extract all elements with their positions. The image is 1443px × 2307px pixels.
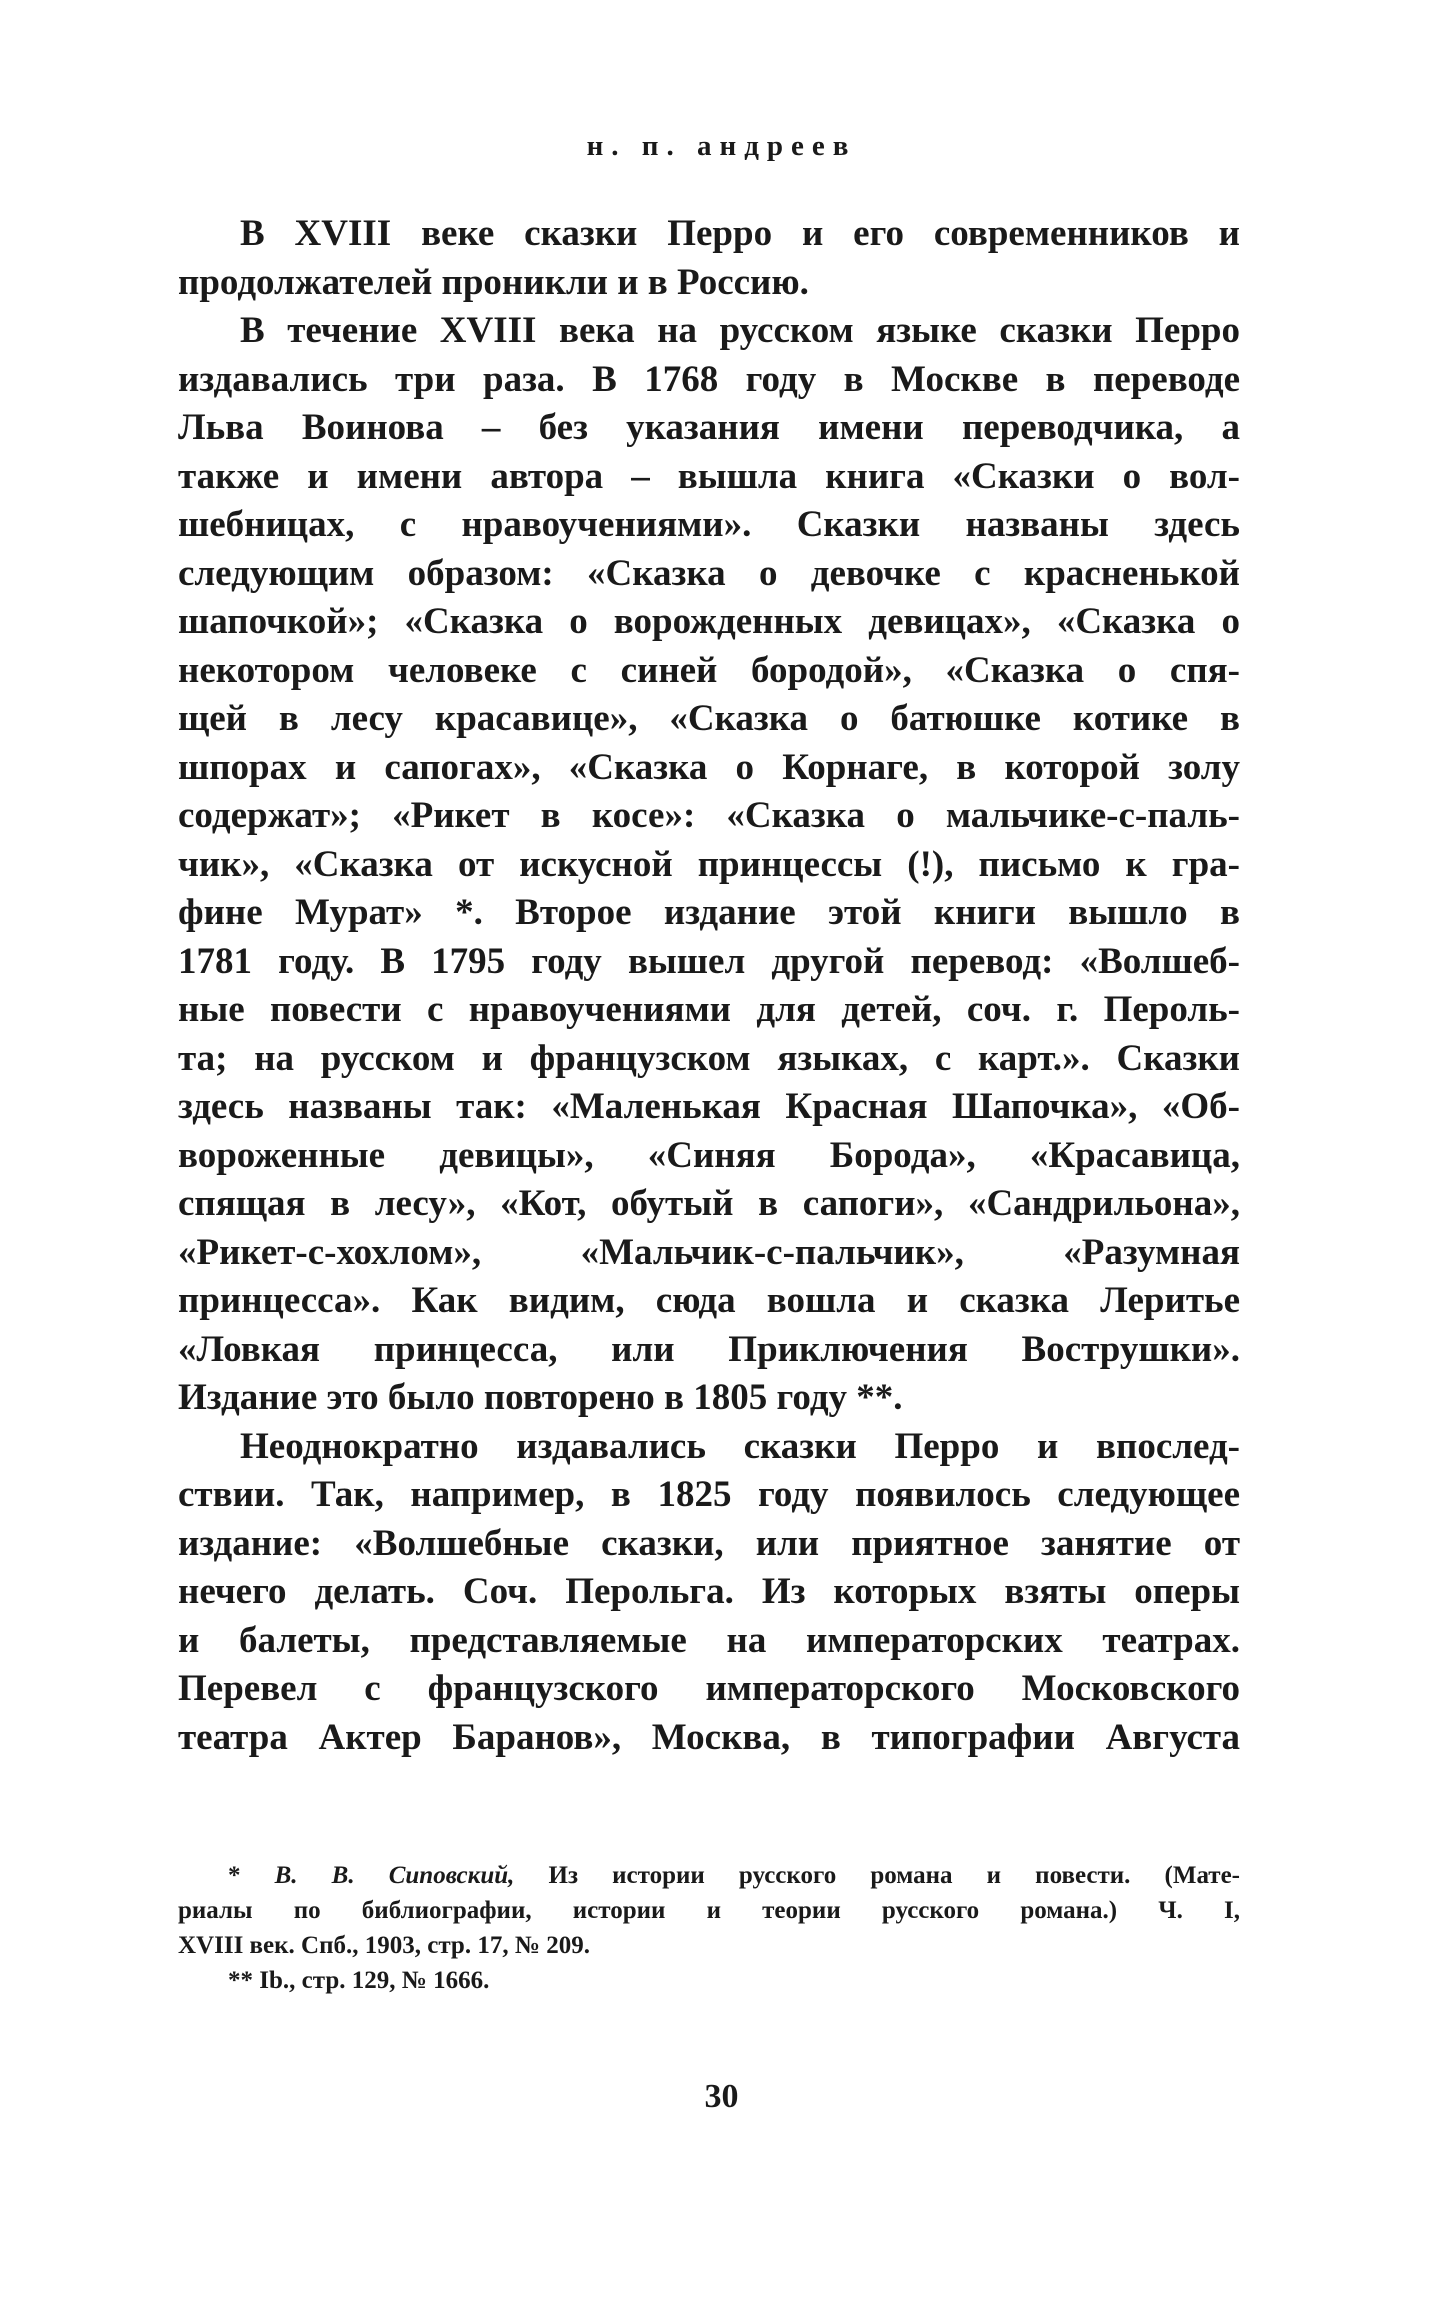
footnote-text: Из истории русского романа и повести. (Мате- <box>548 1862 1240 1889</box>
text-line: Льва Воинова – без указания имени переводчика, а <box>178 407 1240 448</box>
text-line: издавались три раза. В 1768 году в Москве в переводе <box>178 358 1240 400</box>
text-line: ствии. Так, например, в 1825 году появилось следующее <box>178 1474 1240 1515</box>
text-line: нечего делать. Соч. Перольга. Из которых взяты оперы <box>178 1571 1240 1612</box>
text-line: Неоднократно издавались сказки Перро и впослед- <box>240 1425 1240 1467</box>
text-line: следующим образом: «Сказка о девочке с красненькой <box>178 552 1240 594</box>
text-line: 1781 году. В 1795 году вышел другой перевод: «Волшеб- <box>178 940 1240 982</box>
text-line: Перевел с французского императорского Московского <box>178 1668 1240 1709</box>
text-line: та; на русском и французском языках, с карт.». Сказки <box>178 1037 1240 1079</box>
text-line: шапочкой»; «Сказка о ворожденных девицах», «Сказка о <box>178 601 1240 642</box>
footnote-1-line: XVIII век. Спб., 1903, стр. 17, № 209. <box>178 1932 590 1959</box>
text-line: принцесса». Как видим, сюда вошла и сказка Леритье <box>178 1280 1240 1321</box>
text-line: В течение XVIII века на русском языке сказки Перро <box>240 310 1240 351</box>
text-line: ные повести с нравоучениями для детей, соч. г. Пероль- <box>178 989 1240 1030</box>
text-line: шебницах, с нравоучениями». Сказки названы здесь <box>178 504 1240 545</box>
main-text <box>178 210 1240 1762</box>
text-line: спящая в лесу», «Кот, обутый в сапоги», «Сандрильона», <box>178 1183 1240 1224</box>
text-line: чик», «Сказка от искусной принцессы (!), письмо к гра- <box>178 843 1240 885</box>
footnote-author: В. В. Сиповский, <box>274 1862 515 1889</box>
text-line: здесь названы так: «Маленькая Красная Шапочка», «Об- <box>178 1086 1240 1127</box>
text-line: некотором человеке с синей бородой», «Сказка о спя- <box>178 649 1240 691</box>
footnote-marker: * <box>228 1862 241 1889</box>
text-line: содержат»; «Рикет в косе»: «Сказка о мальчике-с-паль- <box>178 795 1240 836</box>
text-line: «Ловкая принцесса, или Приключения Вострушки». <box>178 1328 1240 1370</box>
text-line: фине Мурат» *. Второе издание этой книги вышло в <box>178 892 1240 933</box>
text-line: также и имени автора – вышла книга «Сказки о вол- <box>178 455 1240 497</box>
text-line: «Рикет-с-хохлом», «Мальчик-с-пальчик», «Разумная <box>178 1231 1240 1273</box>
footnote-1 <box>178 1858 1240 1893</box>
footnotes <box>178 1858 1240 1998</box>
footnote-1-line: риалы по библиографии, истории и теории русского романа.) Ч. I, <box>178 1897 1240 1924</box>
text-line: продолжателей проникли и в Россию. <box>178 261 809 303</box>
text-line: театра Актер Баранов», Москва, в типографии Августа <box>178 1716 1240 1758</box>
running-head: н. п. андреев <box>586 130 857 162</box>
text-line: шпорах и сапогах», «Сказка о Корнаге, в которой золу <box>178 746 1240 788</box>
text-line: вороженные девицы», «Синяя Борода», «Красавица, <box>178 1134 1240 1176</box>
text-line: щей в лесу красавице», «Сказка о батюшке котике в <box>178 698 1240 739</box>
footnote-text: Ib., стр. 129, № 1666. <box>259 1967 490 1994</box>
footnote-marker: ** <box>228 1967 253 1994</box>
text-line: Издание это было повторено в 1805 году **. <box>178 1377 903 1418</box>
text-line: В XVIII веке сказки Перро и его современников и <box>240 213 1240 254</box>
text-line: и балеты, представляемые на императорских театрах. <box>178 1619 1240 1661</box>
footnote-2 <box>178 1963 1240 1998</box>
page-number: 30 <box>704 2078 739 2115</box>
text-line: издание: «Волшебные сказки, или приятное занятие от <box>178 1522 1240 1564</box>
